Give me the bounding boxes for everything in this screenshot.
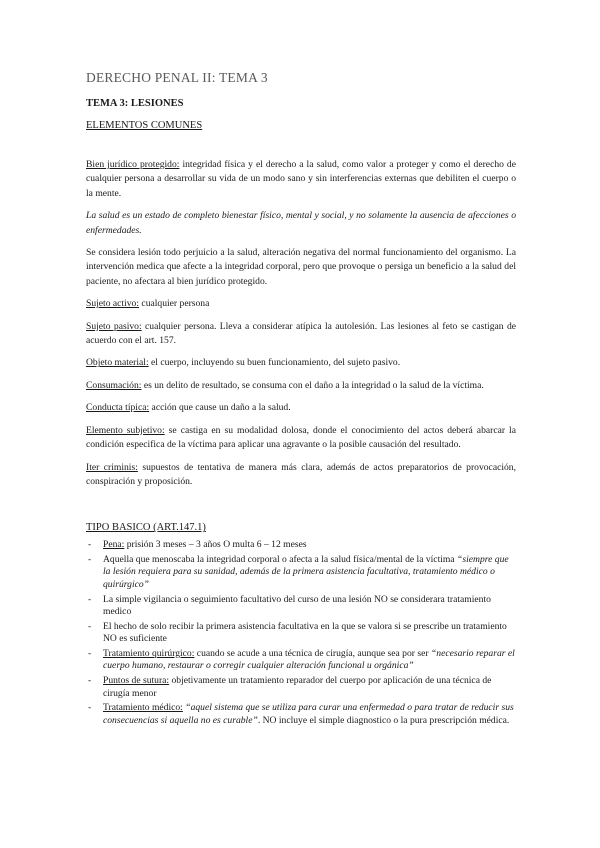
item-quote: “siempre que la lesión requiera para su sanidad, además de la primera asistencia facultativa, tratamiento médico o quirúrgico” [103, 553, 509, 591]
list-item [86, 594, 516, 620]
item-quote: “necesario reparar el cuerpo humano, restaurar o corregir cualquier alteración funcional u orgánica” [103, 647, 515, 672]
term-label: Elemento subjetivo: [86, 424, 165, 436]
section-title: TEMA 3: LESIONES [86, 98, 184, 109]
dash-bullet-icon: - [88, 620, 92, 632]
list-item [86, 621, 516, 647]
dash-bullet-icon: - [88, 593, 92, 605]
paragraph-sujeto-activo [86, 297, 516, 311]
term-text: cualquier persona. Lleva a considerar atípica la autolesión. Las lesiones al feto se castigan de acuerdo con el art. 157. [86, 320, 516, 347]
term-label: Consumación: [86, 379, 142, 391]
item-label: Tratamiento quirúrgico: [103, 647, 195, 659]
list-item [86, 648, 516, 674]
term-text: cualquier persona [139, 298, 210, 310]
document-title: DERECHO PENAL II: TEMA 3 [86, 70, 268, 85]
list-item [86, 554, 516, 592]
item-label: Tratamiento médico: [103, 701, 183, 713]
list-item [86, 702, 516, 728]
dash-bullet-icon: - [88, 674, 92, 686]
document-page [86, 70, 516, 729]
list-item [86, 675, 516, 701]
paragraph-conducta-tipica [86, 401, 516, 415]
item-label: Pena: [103, 539, 125, 551]
paragraph-bien-juridico [86, 158, 516, 201]
term-text: se castiga en su modalidad dolosa, donde el conocimiento del actos deberá abarcar la condición especifica de la víctima para aplicar una agravante o la posible causación del resultado. [86, 424, 516, 451]
term-label: Bien jurídico protegido: [86, 159, 180, 170]
section-subtitle: ELEMENTOS COMUNES [86, 120, 203, 131]
paragraph-objeto-material [86, 356, 516, 370]
tipo-basico-list [86, 539, 516, 727]
item-text: cuando se acude a una técnica de cirugía, aunque sea por ser [194, 647, 431, 659]
dash-bullet-icon: - [88, 647, 92, 659]
paragraph-lesion-definition: Se considera lesión todo perjuicio a la salud, alteración negativa del normal funcionamiento del organismo. La intervención medica que afecte a la integridad corporal, pero que provoque o persiga un beneficio a la salud del paciente, no afectara al bien jurídico protegido. [86, 247, 516, 287]
term-text: integridad física y el derecho a la salud, como valor a proteger y como el derecho de cualquier persona a desarrollar su vida de un modo sano y sin interferencias externas que debiliten el cuerpo o la mente. [86, 159, 516, 199]
term-text: es un delito de resultado, se consuma con el daño a la integridad o la salud de la víctima. [141, 379, 484, 391]
item-text: prisión 3 meses – 3 años O multa 6 – 12 meses [124, 539, 307, 551]
term-label: Sujeto activo: [86, 298, 140, 310]
dash-bullet-icon: - [88, 701, 92, 713]
item-text: Aquella que menoscaba la integridad corporal o afecta a la salud física/mental de la víctima [103, 553, 458, 565]
tipo-basico-title: TIPO BASICO (ART.147.1) [86, 522, 206, 534]
paragraph-salud-definition: La salud es un estado de completo bienestar físico, mental y social, y no solamente la ausencia de afecciones o enfermedades. [86, 210, 516, 236]
item-text: . NO incluye el simple diagnostico o la pura prescripción médica. [257, 714, 510, 726]
item-quote: “aquel sistema que se utiliza para curar una enfermedad o para tratar de reducir sus consecuencias si aquella no es curable” [103, 701, 514, 726]
paragraph-sujeto-pasivo [86, 320, 516, 349]
term-text: supuestos de tentativa de manera más clara, además de actos preparatorios de provocación, conspiración y proposición. [86, 461, 516, 487]
dash-bullet-icon: - [88, 553, 92, 565]
item-text: El hecho de solo recibir la primera asistencia facultativa en la que se valora si se prescribe un tratamiento NO es suficiente [103, 620, 507, 645]
term-text: acción que cause un daño a la salud. [149, 402, 291, 414]
item-text: La simple vigilancia o seguimiento facultativo del curso de una lesión NO se considerara tratamiento medico [103, 593, 491, 618]
term-label: Sujeto pasivo: [86, 320, 142, 332]
term-label: Iter criminis: [86, 461, 138, 473]
list-item [86, 539, 516, 552]
paragraph-iter-criminis [86, 461, 516, 490]
paragraph-consumacion [86, 379, 516, 393]
term-label: Objeto material: [86, 357, 149, 369]
item-text: objetivamente un tratamiento reparador del cuerpo por aplicación de una técnica de cirugía menor [103, 674, 492, 699]
item-label: Puntos de sutura: [103, 674, 170, 686]
term-label: Conducta típica: [86, 402, 150, 414]
paragraph-elemento-subjetivo [86, 424, 516, 453]
dash-bullet-icon: - [88, 539, 92, 551]
term-text: el cuerpo, incluyendo su buen funcionamiento, del sujeto pasivo. [148, 357, 401, 369]
